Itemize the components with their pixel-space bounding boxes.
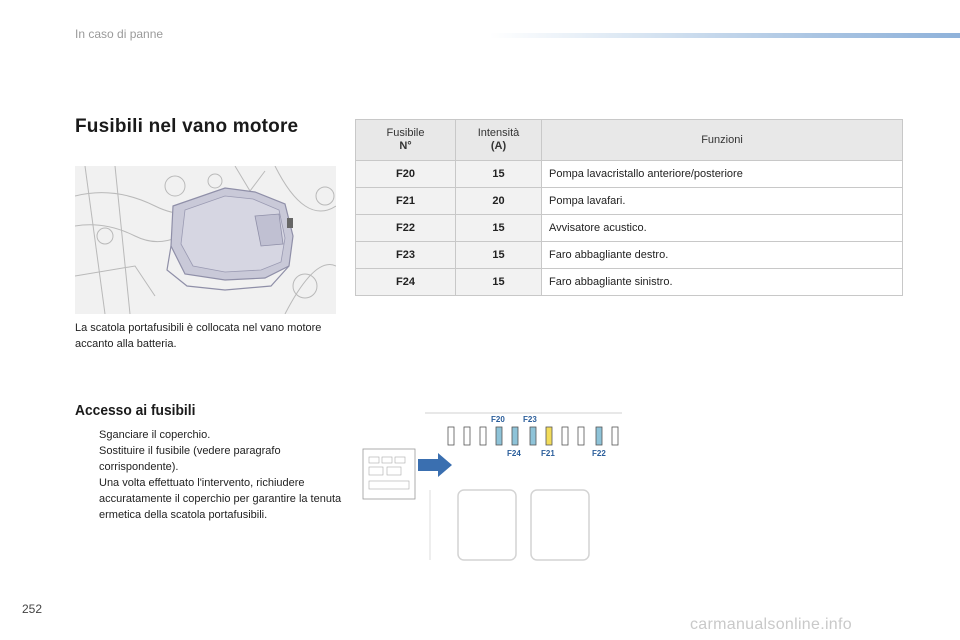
fuse-slot <box>448 427 454 445</box>
access-step-text: Sganciare il coperchio. <box>99 429 211 441</box>
header-functions: Funzioni <box>542 120 903 161</box>
access-title: Accesso ai fusibili <box>75 402 196 419</box>
watermark-text: carmanualsonline.info <box>690 616 852 633</box>
fuse-layout-diagram <box>360 405 625 565</box>
header-title: In caso di panne <box>75 27 164 41</box>
header-fuse-number <box>356 120 456 161</box>
fuse-function-cell: Pompa lavafari. <box>542 188 903 215</box>
access-step <box>75 443 345 475</box>
fuse-slot <box>496 427 502 445</box>
fuse-slot <box>612 427 618 445</box>
fuse-function-cell: Avvisatore acustico. <box>542 215 903 242</box>
fuse-slot <box>562 427 568 445</box>
access-step <box>75 427 345 443</box>
fuse-slot <box>578 427 584 445</box>
access-steps-list <box>75 427 345 523</box>
table-row <box>356 215 903 242</box>
table-row <box>356 161 903 188</box>
fuse-amperage-cell: 15 <box>456 161 542 188</box>
header-amperage <box>456 120 542 161</box>
fuse-table <box>355 119 903 296</box>
header-fuse-label: Fusibile <box>386 127 425 139</box>
fusebox-schematic <box>363 449 415 499</box>
diagram-label-top: F20 <box>491 415 505 424</box>
fuse-table-header-row <box>356 120 903 161</box>
diagram-label-top: F23 <box>523 415 537 424</box>
fusebox-photo-illustration <box>75 166 336 314</box>
header-amperage-unit: (A) <box>490 140 507 152</box>
diagram-label-bottom: F21 <box>541 449 555 458</box>
section-title: Fusibili nel vano motore <box>75 116 299 137</box>
fuse-function-cell: Faro abbagliante destro. <box>542 242 903 269</box>
table-row <box>356 188 903 215</box>
fuse-amperage-cell: 15 <box>456 242 542 269</box>
fuse-amperage-cell: 20 <box>456 188 542 215</box>
diagram-label-bottom: F24 <box>507 449 521 458</box>
fuse-number-cell: F21 <box>356 188 456 215</box>
photo-caption: La scatola portafusibili è collocata nel vano motore accanto alla batteria. <box>75 322 322 350</box>
engine-fusebox-photo <box>75 166 336 314</box>
header-fuse-unit: N° <box>399 140 412 152</box>
header-gradient-bar <box>490 33 960 38</box>
arrow-right-icon <box>418 453 452 477</box>
fuse-amperage-cell: 15 <box>456 269 542 296</box>
fuse-layout-svg <box>360 405 625 565</box>
fuse-slot <box>546 427 552 445</box>
table-row <box>356 269 903 296</box>
fuse-slot <box>530 427 536 445</box>
fuse-amperage-cell: 15 <box>456 215 542 242</box>
fuse-slot <box>596 427 602 445</box>
fuse-slots-row <box>448 427 618 445</box>
access-step-text: Sostituire il fusibile (vedere paragrafo corrispondente). <box>99 445 281 473</box>
fuse-number-cell: F23 <box>356 242 456 269</box>
fuse-slot <box>464 427 470 445</box>
access-step-text: Una volta effettuato l'intervento, richiudere accuratamente il coperchio per garantire la tenuta ermetica della scatola portafusibili. <box>99 477 342 521</box>
header-amperage-label: Intensità <box>477 127 520 139</box>
fuse-function-cell: Faro abbagliante sinistro. <box>542 269 903 296</box>
fuse-number-cell: F22 <box>356 215 456 242</box>
access-step <box>75 475 345 523</box>
fuse-function-cell: Pompa lavacristallo anteriore/posteriore <box>542 161 903 188</box>
table-row <box>356 242 903 269</box>
fuse-slot <box>480 427 486 445</box>
fuse-slot <box>512 427 518 445</box>
fuse-number-cell: F20 <box>356 161 456 188</box>
diagram-label-bottom: F22 <box>592 449 606 458</box>
fuse-number-cell: F24 <box>356 269 456 296</box>
page-number: 252 <box>22 602 43 616</box>
